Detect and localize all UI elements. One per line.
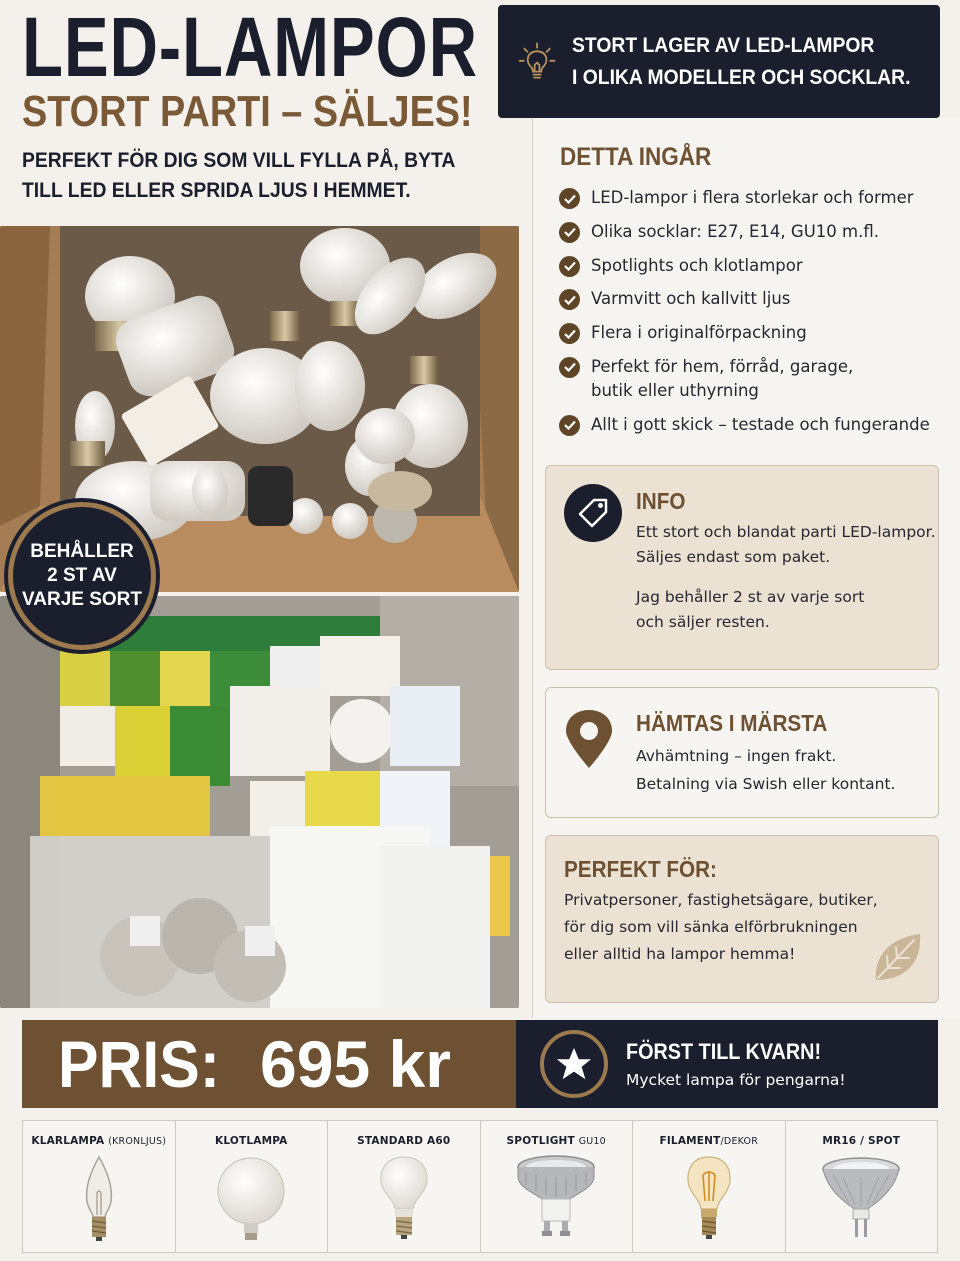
lamp-type-name: STANDARD A60 xyxy=(357,1135,451,1147)
intro-line: PERFEKT FÖR DIG SOM VILL FYLLA PÅ, BYTA xyxy=(22,149,456,172)
lamp-type-label xyxy=(31,1135,166,1147)
list-item xyxy=(559,254,939,278)
list-item xyxy=(559,220,939,244)
lamp-type-label xyxy=(659,1135,758,1147)
check-icon xyxy=(559,357,580,378)
pickup-title: HÄMTAS I MÄRSTA xyxy=(636,710,828,736)
lamp-type-mr16 xyxy=(786,1121,938,1252)
lamp-type-note: GU10 xyxy=(578,1136,606,1147)
info-line: Säljes endast som paket. xyxy=(636,548,831,566)
price-label: PRIS: xyxy=(58,1027,220,1101)
included-title: DETTA INGÅR xyxy=(560,143,712,171)
page-title: LED-LAMPOR xyxy=(22,0,478,94)
lamp-type-name: FILAMENT xyxy=(659,1135,721,1147)
list-item xyxy=(559,321,939,345)
mr16-spot-icon xyxy=(819,1153,903,1243)
info-line: Ett stort och blandat parti LED-lampor. xyxy=(636,523,936,541)
lamp-type-note: /DEKOR xyxy=(720,1136,759,1147)
check-icon xyxy=(559,256,580,277)
list-item xyxy=(559,413,939,437)
price-tag-icon xyxy=(564,484,622,542)
keep-badge xyxy=(8,502,156,650)
promo-text xyxy=(626,1039,846,1089)
list-item xyxy=(559,355,859,403)
list-item-text: Varmvitt och kallvitt ljus xyxy=(591,289,791,309)
price-text xyxy=(58,1024,451,1104)
check-icon xyxy=(559,323,580,344)
lamp-type-globe xyxy=(176,1121,329,1252)
lamp-type-candle xyxy=(23,1121,176,1252)
list-item xyxy=(559,186,939,210)
perfect-for-line: eller alltid ha lampor hemma! xyxy=(564,945,796,963)
list-item xyxy=(559,287,939,311)
intro-text xyxy=(22,146,537,206)
lamp-type-name: KLARLAMPA xyxy=(31,1135,105,1147)
star-icon xyxy=(540,1030,608,1098)
list-item-text: Spotlights och klotlampor xyxy=(591,255,803,275)
globe-bulb-icon xyxy=(211,1153,291,1243)
list-item-text: Olika socklar: E27, E14, GU10 m.fl. xyxy=(591,221,879,241)
list-item-text: LED-lampor i flera storlekar och former xyxy=(591,188,914,207)
location-pin-icon xyxy=(562,708,616,770)
lamp-type-label xyxy=(822,1135,900,1147)
info-line: och säljer resten. xyxy=(636,613,770,631)
perfect-for-card xyxy=(545,835,939,1003)
check-icon xyxy=(559,289,580,310)
gu10-spot-icon xyxy=(514,1153,598,1243)
lamp-type-standard xyxy=(328,1121,481,1252)
pickup-text xyxy=(636,744,895,797)
stock-line: I OLIKA MODELLER OCH SOCKLAR. xyxy=(572,65,911,89)
list-item-text: Perfekt för hem, förråd, garage, butik eller uthyrning xyxy=(591,356,854,400)
standard-bulb-icon xyxy=(374,1153,434,1243)
candle-bulb-icon xyxy=(69,1153,129,1243)
leaf-icon xyxy=(868,928,928,988)
lamp-type-label xyxy=(357,1135,450,1147)
keep-line: BEHÅLLER xyxy=(30,541,134,562)
lamp-type-name: SPOTLIGHT xyxy=(506,1135,575,1147)
info-card xyxy=(545,465,939,670)
perfect-for-title: PERFEKT FÖR: xyxy=(564,856,717,882)
lightbulb-icon xyxy=(516,27,558,97)
lamp-type-filament xyxy=(633,1121,786,1252)
promo-subtitle: Mycket lampa för pengarna! xyxy=(626,1071,846,1089)
promo-title: FÖRST TILL KVARN! xyxy=(626,1039,822,1064)
keep-line: VARJE SORT xyxy=(21,589,142,610)
lamp-type-label xyxy=(507,1135,606,1147)
page-subtitle: STORT PARTI – SÄLJES! xyxy=(22,87,473,136)
stock-text xyxy=(572,30,910,94)
pickup-card xyxy=(545,687,939,818)
intro-line: TILL LED ELLER SPRIDA LJUS I HEMMET. xyxy=(22,179,411,202)
lamp-type-gu10 xyxy=(481,1121,634,1252)
info-line: Jag behåller 2 st av varje sort xyxy=(636,588,865,606)
pickup-line: Avhämtning – ingen frakt. xyxy=(636,747,837,765)
promo-bar xyxy=(516,1020,938,1108)
check-icon xyxy=(559,222,580,243)
check-icon xyxy=(559,188,580,209)
keep-line: 2 ST AV xyxy=(47,565,117,586)
filament-bulb-icon xyxy=(679,1153,739,1243)
pickup-line: Betalning via Swish eller kontant. xyxy=(636,775,896,793)
list-item-text: Flera i originalförpackning xyxy=(591,323,807,343)
check-icon xyxy=(559,415,580,436)
stock-line: STORT LAGER AV LED-LAMPOR xyxy=(572,33,875,57)
lamp-type-name: MR16 / SPOT xyxy=(822,1135,901,1147)
lamp-type-note: (KRONLJUS) xyxy=(108,1136,167,1147)
stock-banner xyxy=(498,5,940,118)
list-item-text: Allt i gott skick – testade och fungerande xyxy=(591,414,930,434)
photo-boxed-bulbs xyxy=(0,596,519,1008)
lamp-type-label xyxy=(215,1135,287,1147)
price-amount: 695 kr xyxy=(260,1027,451,1101)
info-text xyxy=(636,520,936,635)
lamp-types-strip xyxy=(22,1120,938,1253)
perfect-for-line: för dig som vill sänka elförbrukningen xyxy=(564,918,858,936)
included-list xyxy=(559,186,939,447)
lamp-type-name: KLOTLAMPA xyxy=(215,1135,288,1147)
info-title: INFO xyxy=(636,488,686,514)
perfect-for-line: Privatpersoner, fastighetsägare, butiker, xyxy=(564,891,878,909)
perfect-for-text xyxy=(564,888,878,967)
